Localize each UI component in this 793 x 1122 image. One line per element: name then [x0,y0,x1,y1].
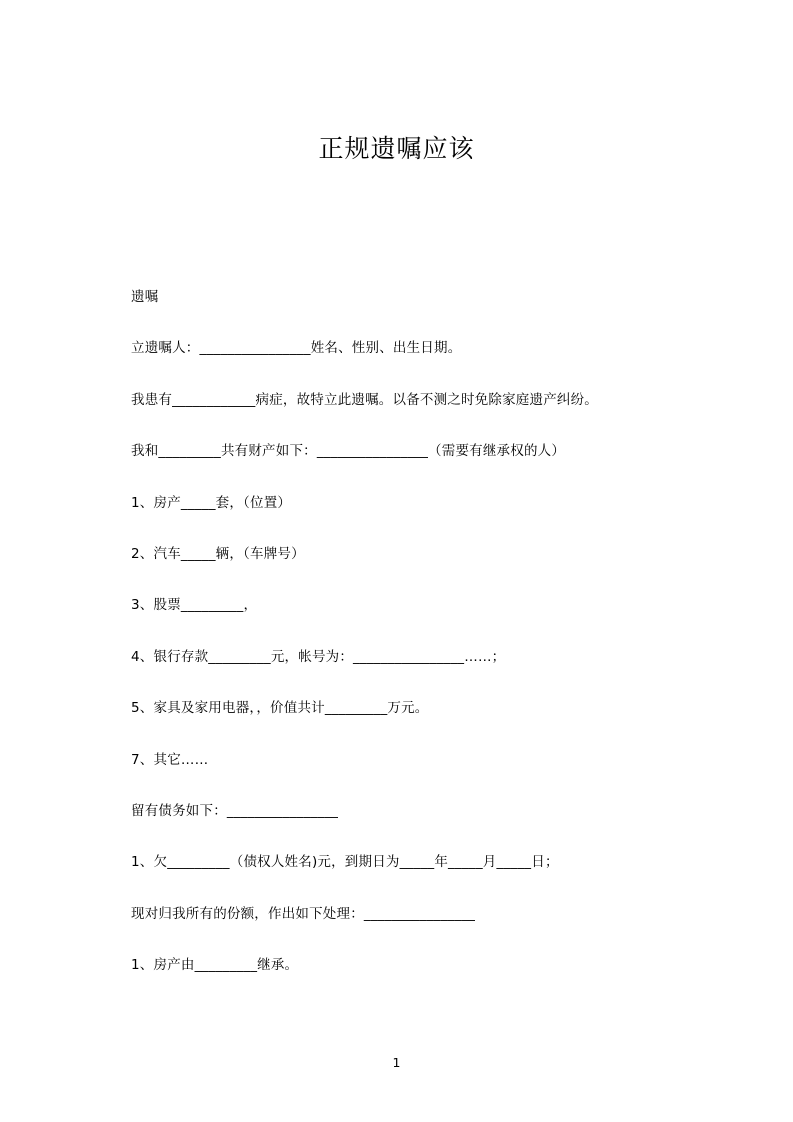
paragraph: 我患有____________病症，故特立此遗嘱。以备不测之时免除家庭遗产纠纷。 [131,391,598,408]
paragraph: 遗嘱 [131,289,159,305]
document-body [131,288,671,975]
paragraph: 我和_________共有财产如下：________________（需要有继承权的人） [131,443,566,460]
paragraph: 1、欠_________（债权人姓名)元，到期日为_____年_____月_____日； [131,854,559,871]
page-number: 1 [392,1055,401,1070]
paragraph: 7、其它…… [131,751,209,768]
paragraph: 留有债务如下：________________ [131,802,339,819]
paragraph: 立遗嘱人：________________姓名、性别、出生日期。 [131,340,462,357]
paragraph: 2、汽车_____辆，（车牌号） [131,545,305,562]
paragraph: 5、家具及家用电器，，价值共计_________万元。 [131,700,429,717]
paragraph: 1、房产_____套，（位置） [131,494,292,511]
paragraph: 3、股票_________， [131,597,258,614]
paragraph: 4、银行存款_________元，帐号为：________________……； [131,648,506,665]
paragraph: 现对归我所有的份额，作出如下处理：________________ [131,905,476,922]
paragraph: 1、房产由_________继承。 [131,957,299,974]
page-title: 正规遗嘱应该 [318,134,475,163]
